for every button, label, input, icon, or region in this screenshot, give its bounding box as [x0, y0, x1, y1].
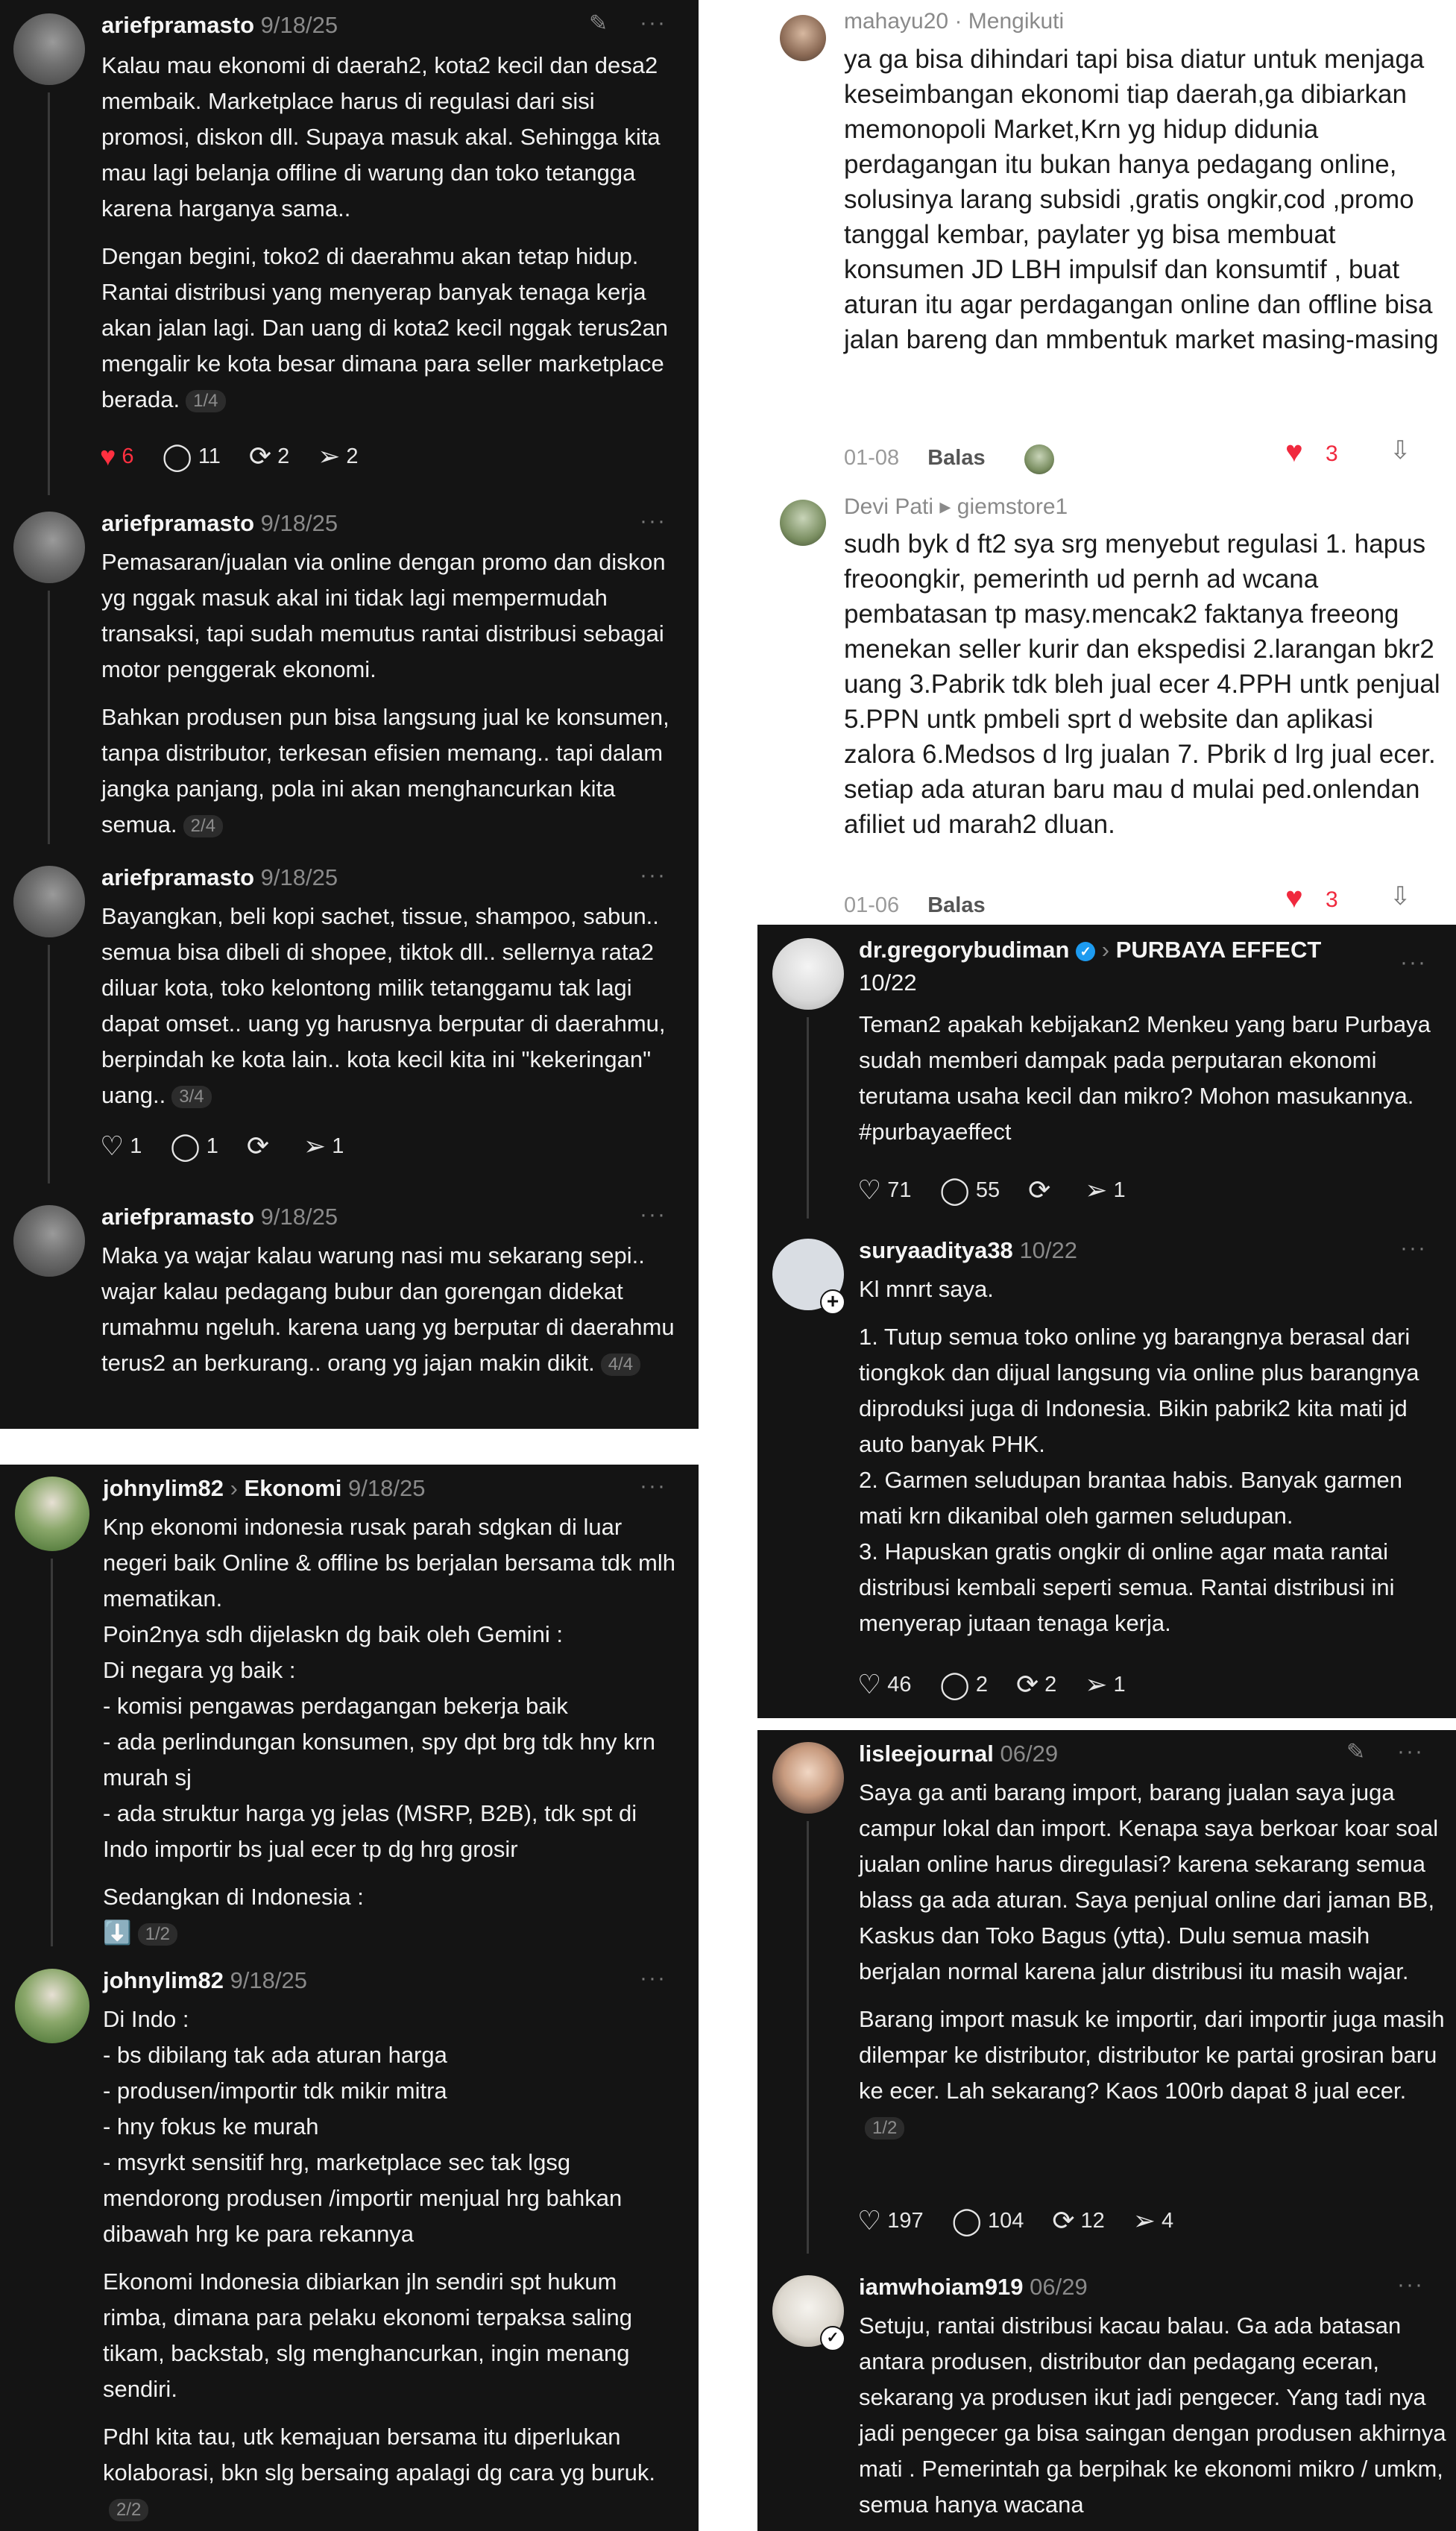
- post-text: [859, 1775, 1448, 2157]
- post-actions: [857, 2207, 1202, 2234]
- thread-post[interactable]: [0, 1465, 699, 1953]
- avatar[interactable]: [780, 15, 826, 61]
- more-options-icon[interactable]: ···: [640, 10, 666, 35]
- repost-count: 2: [277, 444, 290, 468]
- more-options-icon[interactable]: ···: [1400, 950, 1427, 975]
- thread-pager: 1/2: [865, 2117, 904, 2139]
- thread-post[interactable]: [757, 2263, 1456, 2531]
- like-count: 3: [1326, 887, 1338, 912]
- post-actions: [857, 1177, 1154, 1204]
- heart-filled-icon[interactable]: ♥: [1285, 881, 1303, 914]
- comment-text: sudh byk d ft2 sya srg menyebut regulasi 1. hapus freoongkir, pemerinth ud pernh ad wcana pembatasan tp masy.mencak2 faktanya freeong menekan seller kurir dan ekspedisi 2.larangan bkr2 uang 3.Pabrik tdk bleh jual ecer 4.PPH untk penjual 5.PPN untk pmbeli sprt d website dan aplikasi zalora 6.Medsos d lrg jualan 7. Pbrik d lrg jual ecer. setiap ada aturan baru mau d mulai ped.onlendan afiliet ud marah2 dluan.: [844, 529, 1440, 839]
- post-text: [101, 899, 683, 1125]
- post-paragraph: Maka ya wajar kalau warung nasi mu sekarang sepi.. wajar kalau pedagang bubur dan gorengan didekat rumahmu ngeluh. karena uang yg berputar di daerahmu terus2 an berkurang.. orang yg jajan makin dikit.: [101, 1242, 675, 1376]
- comment[interactable]: [757, 485, 1456, 925]
- post-paragraph-wrap: [101, 1238, 683, 1381]
- comment-icon: ◯: [162, 441, 192, 471]
- repost-button[interactable]: [1016, 1671, 1056, 1698]
- comment-header: mahayu20 · Mengikuti: [844, 9, 1065, 34]
- post-text: [101, 48, 683, 430]
- heart-icon: ♡: [857, 1175, 882, 1205]
- like-button[interactable]: [857, 2207, 924, 2234]
- heart-filled-icon: ♥: [100, 441, 116, 471]
- share-count: 1: [332, 1134, 344, 1158]
- thread-pager: 3/4: [171, 1086, 211, 1108]
- share-button[interactable]: [303, 1133, 344, 1160]
- more-options-icon[interactable]: ···: [640, 1474, 666, 1498]
- avatar[interactable]: [772, 1742, 844, 1814]
- repost-icon: ⟳: [246, 1131, 270, 1161]
- share-count: 4: [1161, 2208, 1174, 2233]
- post-header: [101, 1204, 338, 1230]
- share-icon: ➢: [1132, 2205, 1156, 2236]
- like-count: 1: [130, 1134, 142, 1158]
- topic-tag[interactable]: Ekonomi: [244, 1475, 342, 1501]
- repost-button[interactable]: [249, 443, 289, 470]
- share-button[interactable]: [1085, 1671, 1125, 1698]
- chevron-right-icon: ›: [230, 1475, 238, 1501]
- avatar[interactable]: [13, 866, 85, 937]
- comment-button[interactable]: [163, 443, 221, 470]
- more-options-icon[interactable]: ···: [640, 1966, 666, 1990]
- like-count: 3: [1326, 441, 1338, 466]
- comment-meta: [844, 446, 986, 471]
- post-paragraph: Sedangkan di Indonesia :: [103, 1884, 364, 1910]
- thread-connector: [51, 1559, 53, 1946]
- like-button[interactable]: [100, 1133, 142, 1160]
- more-options-icon[interactable]: ···: [1397, 2272, 1424, 2297]
- like-button[interactable]: [100, 443, 134, 470]
- post-text: [103, 1509, 684, 1963]
- topic-tag[interactable]: PURBAYA EFFECT: [1115, 937, 1322, 963]
- post-date: 10/22: [859, 969, 917, 996]
- repost-count: 2: [1044, 1672, 1057, 1697]
- verified-icon: ✓: [1076, 942, 1095, 961]
- comment-count: 2: [975, 1672, 988, 1697]
- post-paragraph-wrap: [103, 2419, 684, 2527]
- follow-status[interactable]: Mengikuti: [968, 9, 1065, 34]
- like-button[interactable]: [857, 1177, 912, 1204]
- thread-pager: 2/4: [183, 815, 223, 837]
- post-paragraph: Ekonomi Indonesia dibiarkan jln sendiri spt hukum rimba, dimana para pelaku ekonomi terpaksa saling tikam, backstab, slg menghancurkan, ingin menang sendiri.: [103, 2269, 632, 2402]
- thread-post[interactable]: [0, 1193, 699, 1429]
- post-paragraph-wrap: [103, 1915, 684, 1951]
- avatar[interactable]: [13, 13, 85, 85]
- post-paragraph-wrap: [101, 899, 683, 1113]
- thread-connector: [48, 945, 50, 1183]
- like-count: 46: [887, 1672, 912, 1697]
- post-paragraph: Bahkan produsen pun bisa langsung jual ke konsumen, tanpa distributor, terkesan efisien memang.. tapi dalam jangka panjang, pola ini akan menghancurkan kita semua.: [101, 704, 669, 837]
- post-paragraph: 1. Tutup semua toko online yg barangnya berasal dari tiongkok dan dijual langsung via online plus barangnya diproduksi juga di Indonesia. Bikin pabrik2 kita mati jd auto banyak PHK. 2. Garmen seludupan brantaa habis. Banyak garmen mati krn dikanibal oleh garmen seludupan. 3. Hapuskan gratis ongkir di online agar mata rantai distribusi kembali seperti semua. Rantai distribusi ini menyerap jutaan tenaga kerja.: [859, 1324, 1419, 1636]
- post-paragraph-wrap: [859, 2002, 1448, 2145]
- post-text: [859, 1007, 1440, 1162]
- post-header: [859, 937, 1321, 963]
- dislike-icon[interactable]: ⇩: [1390, 882, 1411, 911]
- post-paragraph: Pemasaran/jualan via online dengan promo dan diskon yg nggak masuk akal ini tidak lagi mempermudah transaksi, tapi sudah memutus rantai distribusi sebagai motor penggerak ekonomi.: [101, 549, 666, 682]
- share-icon: ➢: [1085, 1669, 1108, 1700]
- dislike-icon[interactable]: ⇩: [1390, 436, 1411, 465]
- avatar[interactable]: [772, 938, 844, 1010]
- comment-icon: ◯: [951, 2205, 982, 2236]
- post-actions: [100, 1133, 372, 1160]
- post-text: [101, 1238, 683, 1393]
- comment-text: ya ga bisa dihindari tapi bisa diatur untuk menjaga keseimbangan ekonomi tiap daerah,ga dibiarkan memonopoli Market,Krn yg hidup didunia perdagangan itu bukan hanya pedagang online, solusinya larang subsidi ,gratis ongkir,cod ,promo tanggal kembar, paylater yg bisa membuat konsumen JD LBH impulsif dan konsumtif , buat aturan itu agar perdagangan online dan offline bisa jalan bareng dan mmbentuk market masing-masing: [844, 45, 1439, 354]
- following-check-icon: ✓: [820, 2326, 845, 2351]
- thread-post[interactable]: [0, 500, 699, 850]
- comment-button[interactable]: [940, 1177, 1000, 1204]
- post-date: 06/29: [1030, 2274, 1088, 2300]
- comment-date: 01-08: [844, 446, 900, 470]
- chevron-right-icon: ›: [1101, 937, 1110, 963]
- comment-icon: ◯: [939, 1175, 970, 1205]
- post-header: [101, 510, 338, 537]
- comment-icon: ◯: [170, 1131, 201, 1161]
- reply-button[interactable]: Balas: [927, 893, 986, 917]
- comment-count: 55: [975, 1178, 1000, 1202]
- comments-panel: [757, 0, 1456, 925]
- comment-count: 11: [198, 444, 221, 468]
- post-paragraph: Di Indo : - bs dibilang tak ada aturan harga - produsen/importir tdk mikir mitra - hny fokus ke murah - msyrkt sensitif hrg, marketplace sec tak lgsg mendorong produsen /importir menjual hrg bahkan dibawah hrg ke para rekannya: [103, 2006, 623, 2247]
- edit-icon[interactable]: ✎: [589, 11, 608, 36]
- repost-button[interactable]: [1052, 2207, 1104, 2234]
- post-date: 9/18/25: [260, 1204, 338, 1230]
- thread-post[interactable]: [0, 854, 699, 1189]
- thread-connector: [807, 1821, 809, 2254]
- thread-post[interactable]: [757, 1730, 1456, 2260]
- post-header: [859, 1237, 1077, 1264]
- follow-plus-icon[interactable]: +: [820, 1289, 845, 1315]
- comment-header: [844, 494, 1068, 520]
- more-options-icon[interactable]: ···: [640, 509, 666, 533]
- post-paragraph-wrap: [101, 239, 683, 418]
- username[interactable]: ariefpramasto: [101, 510, 255, 536]
- thread-pager: 4/4: [601, 1353, 640, 1376]
- comment-count: 1: [206, 1134, 218, 1158]
- post-date: 06/29: [1000, 1741, 1059, 1767]
- more-options-icon[interactable]: ···: [1400, 1236, 1427, 1260]
- post-paragraph: Barang import masuk ke importir, dari importir juga masih dilempar ke distributor, distributor ke partai grosiran baru ke ecer. Lah sekarang? Kaos 100rb dapat 8 jual ecer.: [859, 2006, 1445, 2104]
- post-text: [101, 544, 683, 855]
- avatar[interactable]: [15, 1477, 89, 1551]
- comment-count: 104: [987, 2208, 1024, 2233]
- post-paragraph: Saya ga anti barang import, barang jualan saya juga campur lokal dan import. Kenapa saya berkoar koar soal jualan online harus diregulasi? karena sekarang semua blass ga ada aturan. Saya penjual online dari jaman BB, Kaskus dan Toko Bagus (ytta). Dulu semua masih berjalan normal karena jalur distribusi itu masih wajar.: [859, 1779, 1439, 1984]
- username[interactable]: johnylim82: [103, 1475, 224, 1501]
- avatar[interactable]: [13, 1205, 85, 1277]
- post-paragraph: Setuju, rantai distribusi kacau balau. Ga ada batasan antara produsen, distributor dan pedagang eceran, sekarang ya produsen ikut jadi pengecer. Yang tadi nya jadi pengecer ga bisa saingan dengan produsen akhirnya mati . Pemerintah ga berpihak ke ekonomi mikro / umkm, semua hanya wacana: [859, 2313, 1446, 2518]
- thread-post[interactable]: [757, 925, 1456, 1223]
- post-paragraph-wrap: [101, 699, 683, 843]
- repost-icon: ⟳: [1028, 1175, 1051, 1205]
- repost-button[interactable]: [247, 1133, 275, 1160]
- username[interactable]: Devi Pati: [844, 494, 934, 519]
- thread-post[interactable]: [0, 0, 699, 500]
- post-text: [859, 2308, 1448, 2531]
- comment-button[interactable]: [952, 2207, 1024, 2234]
- username[interactable]: ariefpramasto: [101, 864, 255, 890]
- thread-panel-lislee: [757, 1730, 1456, 2531]
- repost-icon: ⟳: [248, 441, 272, 471]
- heart-icon: ♡: [857, 2205, 882, 2236]
- thread-panel-johny: [0, 1465, 699, 2531]
- username[interactable]: dr.gregorybudiman: [859, 937, 1070, 963]
- username[interactable]: mahayu20: [844, 9, 949, 34]
- avatar[interactable]: [780, 500, 826, 546]
- share-icon: ➢: [303, 1131, 327, 1161]
- reply-arrow-icon: ▸: [939, 494, 951, 519]
- heart-icon: ♡: [100, 1131, 125, 1161]
- repost-count: 12: [1080, 2208, 1105, 2233]
- thread-pager: 2/2: [109, 2499, 148, 2521]
- post-header: [103, 1475, 425, 1502]
- like-count: 71: [887, 1178, 912, 1202]
- share-icon: ➢: [1085, 1175, 1108, 1205]
- thread-pager: 1/2: [138, 1923, 177, 1946]
- comment-icon: ◯: [939, 1669, 970, 1700]
- post-date: 10/22: [1019, 1237, 1078, 1263]
- post-paragraph: Knp ekonomi indonesia rusak parah sdgkan di luar negeri baik Online & offline bs berjalan bersama tdk mlh mematikan. Poin2nya sdh dijelaskn dg baik oleh Gemini : Di negara yg baik : - komisi pengawas perdagangan bekerja baik - ada perlindungan konsumen, spy dpt brg tdk hny krn murah sj - ada struktur harga yg jelas (MSRP, B2B), tdk spt di Indo importir bs jual ecer tp dg hrg grosir: [103, 1514, 675, 1862]
- username[interactable]: iamwhoiam919: [859, 2274, 1024, 2300]
- post-date: 9/18/25: [260, 510, 338, 536]
- creator-liked-avatar: [1024, 444, 1054, 474]
- username[interactable]: johnylim82: [103, 1967, 224, 1993]
- like-button[interactable]: [857, 1671, 912, 1698]
- down-arrow-emoji: ⬇️: [103, 1920, 132, 1946]
- post-text: [859, 1271, 1448, 1653]
- avatar[interactable]: [15, 1969, 89, 2043]
- like-count: 197: [887, 2208, 924, 2233]
- thread-post[interactable]: [757, 1227, 1456, 1718]
- repost-icon: ⟳: [1052, 2205, 1075, 2236]
- edit-icon[interactable]: ✎: [1346, 1740, 1366, 1764]
- comment-date: 01-06: [844, 893, 900, 917]
- more-options-icon[interactable]: ···: [640, 1202, 666, 1227]
- post-paragraph: Pdhl kita tau, utk kemajuan bersama itu diperlukan kolaborasi, bkn slg bersaing apalagi dg cara yg buruk.: [103, 2424, 656, 2486]
- comment-meta: [844, 893, 986, 918]
- comment-button[interactable]: [940, 1671, 988, 1698]
- share-count: 1: [1113, 1672, 1126, 1697]
- thread-panel-gregory: [757, 925, 1456, 1718]
- repost-button[interactable]: [1028, 1177, 1056, 1204]
- reply-to-user[interactable]: giemstore1: [957, 494, 1068, 519]
- reply-button[interactable]: Balas: [927, 446, 986, 470]
- repost-icon: ⟳: [1015, 1669, 1039, 1700]
- comment[interactable]: [757, 0, 1456, 485]
- thread-panel-arief: [0, 0, 699, 1429]
- post-header: [859, 2274, 1088, 2301]
- post-paragraph: Kalau mau ekonomi di daerah2, kota2 kecil dan desa2 membaik. Marketplace harus di regulasi dari sisi promosi, diskon dll. Supaya masuk akal. Sehingga kita mau lagi belanja offline di warung dan toko tetangga karena harganya sama..: [101, 52, 661, 221]
- username[interactable]: lisleejournal: [859, 1741, 994, 1767]
- post-date: 9/18/25: [348, 1475, 426, 1501]
- share-button[interactable]: [1133, 2207, 1173, 2234]
- post-paragraph: Kl mnrt saya.: [859, 1276, 994, 1302]
- post-actions: [100, 443, 387, 470]
- more-options-icon[interactable]: ···: [1397, 1739, 1424, 1764]
- share-icon: ➢: [318, 441, 341, 471]
- thread-connector: [807, 1017, 809, 1219]
- post-date: 9/18/25: [260, 864, 338, 890]
- username[interactable]: ariefpramasto: [101, 12, 255, 38]
- post-text: [103, 2002, 684, 2531]
- post-paragraph: Teman2 apakah kebijakan2 Menkeu yang baru Purbaya sudah memberi dampak pada perputaran ekonomi terutama usaha kecil dan mikro? Mohon masukannya. #purbayaeffect: [859, 1011, 1431, 1145]
- more-options-icon[interactable]: ···: [640, 863, 666, 887]
- share-count: 1: [1113, 1178, 1126, 1202]
- heart-icon: ♡: [857, 1669, 882, 1700]
- post-paragraph: Dengan begini, toko2 di daerahmu akan tetap hidup. Rantai distribusi yang menyerap banyak tenaga kerja akan jalan lagi. Dan uang di kota2 kecil nggak terus2an mengalir ke kota besar dimana para seller marketplace berada.: [101, 243, 669, 412]
- post-date: 9/18/25: [230, 1967, 307, 1993]
- post-header: [101, 864, 338, 891]
- post-header: [859, 1741, 1058, 1767]
- avatar[interactable]: [13, 512, 85, 583]
- thread-pager: 1/4: [186, 390, 225, 412]
- comment-button[interactable]: [170, 1133, 218, 1160]
- post-paragraph: Bayangkan, beli kopi sachet, tissue, shampoo, sabun.. semua bisa dibeli di shopee, tiktok dll.. sellernya rata2 diluar kota, toko kelontong milik tetanggamu tak lagi dapat omset.. uang yg harusnya berputar di daerahmu, berpindah ke kota lain.. kota kecil kita ini "kekeringan" uang..: [101, 903, 666, 1108]
- thread-post[interactable]: [0, 1957, 699, 2531]
- thread-connector: [48, 92, 50, 495]
- post-header: [101, 12, 338, 39]
- share-count: 2: [346, 444, 359, 468]
- username[interactable]: suryaaditya38: [859, 1237, 1013, 1263]
- post-actions: [857, 1671, 1154, 1698]
- thread-connector: [48, 591, 50, 844]
- post-date: 9/18/25: [260, 12, 338, 38]
- share-button[interactable]: [318, 443, 358, 470]
- heart-filled-icon[interactable]: ♥: [1285, 436, 1303, 468]
- username[interactable]: ariefpramasto: [101, 1204, 255, 1230]
- share-button[interactable]: [1085, 1177, 1125, 1204]
- like-count: 6: [122, 444, 134, 468]
- post-header: [103, 1967, 307, 1994]
